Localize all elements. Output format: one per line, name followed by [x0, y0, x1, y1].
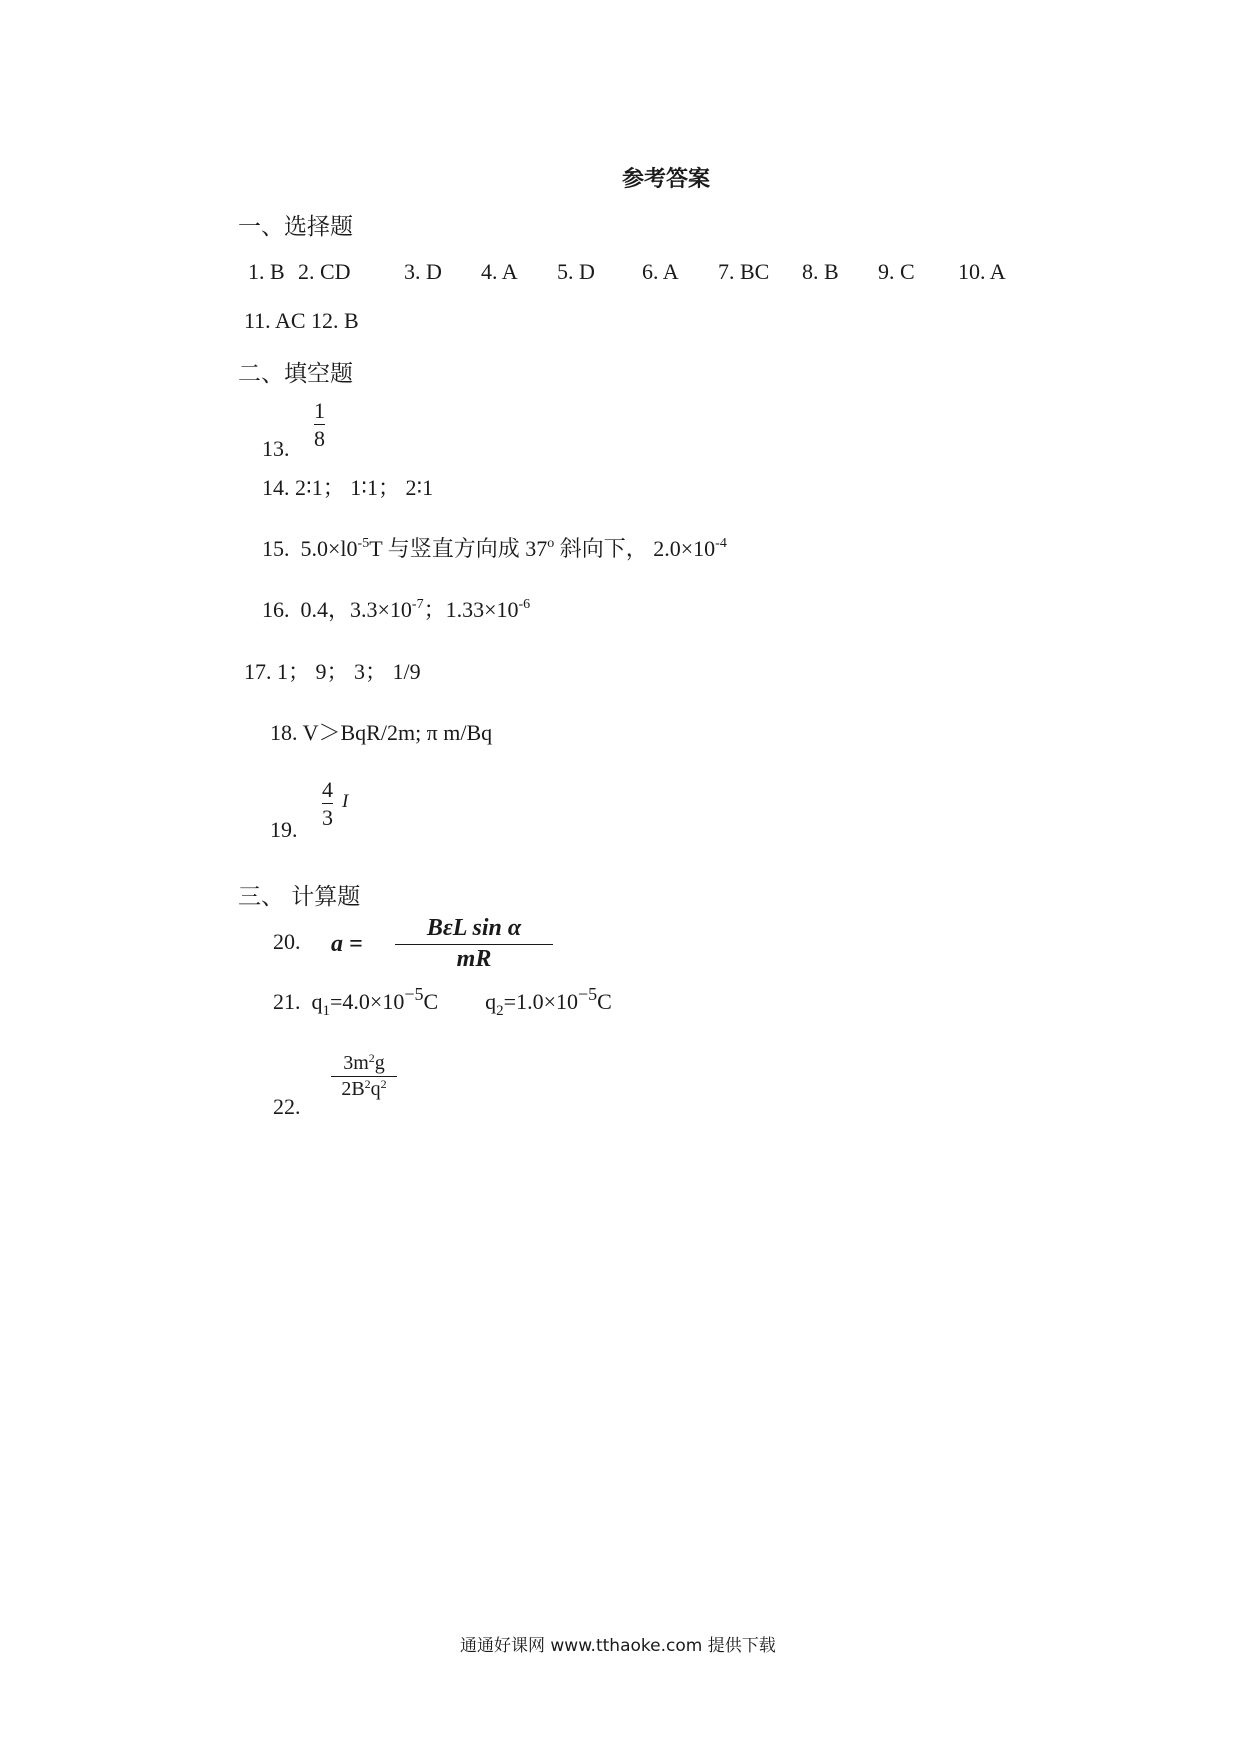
choice-answers-row-2: 11. AC 12. B	[244, 308, 359, 333]
question-number: 15.	[262, 536, 290, 561]
denominator: 3	[322, 805, 333, 831]
answer-text: 斜向下， 2.0×10	[554, 536, 716, 561]
footer-note: 通通好课网 www.tthaoke.com 提供下载	[460, 1636, 776, 1656]
answer-21	[273, 984, 612, 1019]
question-number: 19.	[270, 817, 298, 842]
degree-mark: o	[547, 536, 555, 551]
fraction-bar	[314, 424, 325, 425]
choice-answer: 7. BC	[718, 259, 770, 284]
question-number: 21.	[273, 989, 301, 1014]
choice-answer: 3. D	[404, 259, 442, 284]
numerator: 1	[314, 398, 325, 423]
answer-15	[262, 532, 727, 563]
choice-answer: 9. C	[878, 259, 915, 284]
answer-17: 17. 1； 9； 3； 1/9	[244, 659, 421, 684]
fraction	[314, 398, 325, 452]
numerator: BεL sin α	[426, 915, 522, 941]
fraction	[331, 1052, 397, 1101]
fraction	[395, 915, 553, 973]
exponent: -7	[411, 597, 424, 612]
choice-answer: 1. B	[248, 259, 285, 284]
answer-text: T 与竖直方向成 37	[369, 536, 548, 561]
charge-symbol: q	[485, 989, 497, 1014]
page-title: 参考答案	[622, 167, 711, 192]
numerator: $3m^2g$	[343, 1051, 385, 1074]
denominator: 8	[314, 426, 325, 452]
fraction	[322, 777, 333, 831]
answer-text: =1.0×10	[503, 989, 578, 1014]
section-heading-fill: 二、填空题	[238, 361, 353, 387]
exponent: -5	[357, 536, 370, 551]
answer-14: 14. 2∶1； 1∶1； 2∶1	[262, 475, 434, 500]
question-number: 22.	[273, 1094, 301, 1119]
answer-16	[262, 593, 530, 624]
charge-symbol: q	[311, 989, 323, 1014]
answer-text: ；1.33×10	[423, 597, 519, 622]
exponent: -4	[715, 536, 727, 551]
choice-answer: 10. A	[958, 259, 1006, 284]
denominator: mR	[456, 945, 492, 972]
exponent: −5	[578, 984, 598, 1004]
unit: C	[597, 989, 612, 1014]
choice-answer: 8. B	[802, 259, 839, 284]
numerator: 4	[322, 777, 333, 802]
fraction-bar	[395, 944, 553, 945]
question-number: 20.	[273, 929, 301, 954]
choice-answer: 6. A	[642, 259, 679, 284]
subscript: 1	[322, 1003, 330, 1019]
answer-text: 5.0×l0	[300, 536, 358, 561]
answer-text: 0.4，3.3×10	[300, 597, 412, 622]
choice-answer: 5. D	[557, 259, 595, 284]
exponent: -6	[518, 597, 531, 612]
section-heading-choice: 一、选择题	[238, 214, 353, 240]
exponent: −5	[404, 984, 424, 1004]
question-number: 16.	[262, 597, 290, 622]
question-number: 13.	[262, 436, 290, 461]
choice-answer: 4. A	[481, 259, 518, 284]
unit: C	[423, 989, 439, 1014]
answer-18: 18. V＞BqR/2m; π m/Bq	[270, 720, 493, 745]
denominator: $2B^2q^2$	[341, 1077, 387, 1100]
subscript: 2	[496, 1003, 504, 1019]
answer-text: =4.0×10	[330, 989, 405, 1014]
section-heading-calc: 三、 计算题	[238, 884, 361, 910]
choice-answer: 2. CD	[298, 259, 351, 284]
equation-lhs: a =	[331, 931, 363, 957]
variable: I	[342, 791, 349, 812]
fraction-bar	[322, 803, 333, 804]
